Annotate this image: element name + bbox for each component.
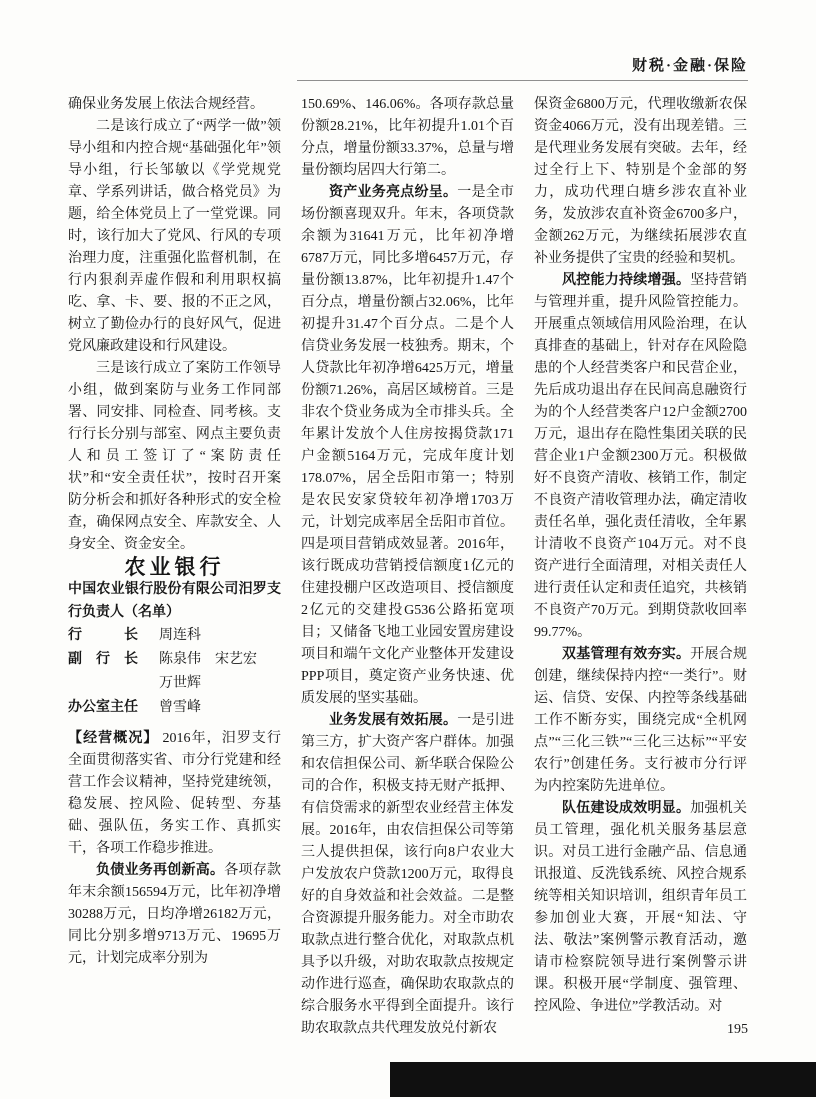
roster-row [68,696,281,720]
paragraph: 二是该行成立了“两学一做”领导小组和内控合规“基础强化年”领导小组，行长邹敏以《学党规党章、学系列讲话，做合格党员》为题，给全体党员上了一堂党课。同时，该行加大了党风、行风的专项治理力度，注重强化监督机制，在行内狠刹弄虚作假和利用职权搞吃、拿、卡、要、报的不正之风，树立了勤俭办行的良好风气，促进党风廉政建设和行风建设。 [68,119,281,354]
paragraph [301,182,514,710]
paragraph [301,710,514,1040]
header-rule [297,80,748,81]
section-category-label: 财税·金融·保险 [631,58,748,74]
column-3 [534,94,747,1040]
page-number: 195 [727,1022,748,1037]
roster-role-label: 副 行 长 [68,652,138,667]
paragraph [534,270,747,644]
footer-bar [390,1062,816,1097]
roster-name: 万世辉 [159,676,201,691]
section-title: 农业银行 [124,555,225,579]
paragraph-text: 开展合规创建，继续保持内控“一类行”。财运、信贷、安保、内控等条线基础工作不断夯实，围绕完成“全机网点”“三化三铁”“三化三达标”“平安农行”创建任务。支行被市分行评为内控案防先进单位。 [534,647,747,794]
paragraph [534,644,747,798]
paragraph-text: 2016年，汨罗支行全面贯彻落实省、市分行党建和经营工作会议精神，坚持党建统领，稳发展、控风险、促转型、夯基础、强队伍，务实工作、真抓实干，各项工作稳步推进。 [68,731,281,856]
roster-names [159,696,281,720]
paragraph-text: 加强机关员工管理，强化机关服务基层意识。对员工进行金融产品、信息通讯报道、反洗钱系统、风控合规系统等相关知识培训，组织青年员工参加创业大赛，开展“知法、守法、敬法”案例警示教育活动，邀请市检察院领导进行案例警示讲课。积极开展“学制度、强管理、控风险、争进位”学教活动。对 [534,801,747,1014]
roster-row [68,648,281,696]
roster-names [159,648,281,696]
paragraph [68,860,281,970]
column-1 [68,94,281,1040]
paragraph-lead: 资产业务亮点纷呈。 [329,185,458,200]
section-bracket-label: 【经营概况】 [68,731,159,746]
paragraph-lead: 业务发展有效拓展。 [329,713,458,728]
paragraph-text: 各项存款年末余额156594万元，比年初净增30288万元，日均净增26182万元，同比分别多增9713万元、19695万元，计划完成率分别为 [68,863,281,966]
roster-row [68,624,281,648]
paragraph [68,728,281,860]
paragraph-text: 一是全市场份额喜现双升。年末，各项贷款余额为31641万元，比年初净增6787万元，同比多增6457万元，存量份额13.87%，比年初提升1.47个百分点，增量份额占32.06%，比年初提升31.47个百分点。二是个人信贷业务发展一枝独秀。期末，个人贷款比年初净增6425万元，增量份额71.26%，高居区域榜首。三是非农个贷业务成为全市排头兵。全年累计发放个人住房按揭贷款171户金额5164万元，完成年度计划178.07%，居全岳阳市第一；特别是农民安家贷较年初净增1703万元，计划完成率居全岳阳市首位。四是项目营销成效显著。2016年，该行既成功营销授信额度1亿元的住建投棚户区改造项目、授信额度2亿元的交建投G536公路拓宽项目；又储备飞地工业园安置房建设项目和端午文化产业整体开发建设PPP项目，奠定资产业务快速、优质发展的坚实基础。 [301,185,514,706]
paragraph-lead: 队伍建设成效明显。 [562,801,691,816]
roster-name: 陈泉伟 宋艺宏 [159,652,257,667]
paragraph [534,798,747,1018]
paragraph-text: 坚持营销与管理并重，提升风险管控能力。开展重点领域信用风险治理，在认真排查的基础上，针对存在风险隐患的个人经营类客户和民营企业，先后成功退出存在民间高息融资行为的个人经营类客户12户金额2700万元，退出存在隐性集团关联的民营企业1户金额2300万元。积极做好不良资产清收、核销工作，制定不良资产清收管理办法，确定清收责任名单，强化责任清收，全年累计清收不良资产104万元。对不良资产进行全面清理，对相关责任人进行责任认定和责任追究，共核销不良资产70万元。到期贷款收回率99.77%。 [534,273,747,640]
roster-names [159,624,281,648]
roster-title: 中国农业银行股份有限公司汨罗支行负责人（名单） [68,582,281,620]
paragraph-lead: 双基管理有效夯实。 [562,647,691,662]
paragraph: 确保业务发展上依法合规经营。 [68,97,264,112]
roster-role-label: 行 长 [68,628,138,643]
roster-name: 周连科 [159,628,201,643]
text-columns [68,94,748,1040]
paragraph: 保资金6800万元，代理收缴新农保资金4066万元，没有出现差错。三是代理业务发展有突破。去年，经过全行上下、特别是个金部的努力，成功代理白塘乡涉农直补业务，发放涉农直补资金6700多户，金额262万元，为继续拓展涉农直补业务提供了宝贵的经验和契机。 [534,97,747,266]
roster [68,624,281,720]
paragraph-lead: 负债业务再创新高。 [96,863,225,878]
column-2 [301,94,514,1040]
paragraph-text: 一是引进第三方，扩大资产客户群体。加强和农信担保公司、新华联合保险公司的合作，积极支持无财产抵押、有信贷需求的新型农业经营主体发展。2016年，由农信担保公司等第三人提供担保，该行向8户农业大户发放农户贷款1200万元，取得良好的自身效益和社会效益。二是整合资源提升服务能力。对全市助农取款点进行整合优化，对取款点机具予以升级，对助农取款点按规定动作进行巡查，确保助农取款点的综合服务水平得到全面提升。该行助农取款点共代理发放兑付新农 [301,713,514,1036]
roster-name: 曾雪峰 [159,700,201,715]
roster-role-label: 办公室主任 [68,700,138,715]
paragraph: 三是该行成立了案防工作领导小组，做到案防与业务工作同部署、同安排、同检查、同考核。支行行长分别与部室、网点主要负责人和员工签订了“案防责任状”和“安全责任状”，按时召开案防分析会和抓好各种形式的安全检查，确保网点安全、库款安全、人身安全、资金安全。 [68,361,281,552]
paragraph: 150.69%、146.06%。各项存款总量份额28.21%，比年初提升1.01个百分点，增量份额33.37%，总量与增量份额均居四大行第二。 [301,97,514,178]
paragraph-lead: 风控能力持续增强。 [562,273,691,288]
